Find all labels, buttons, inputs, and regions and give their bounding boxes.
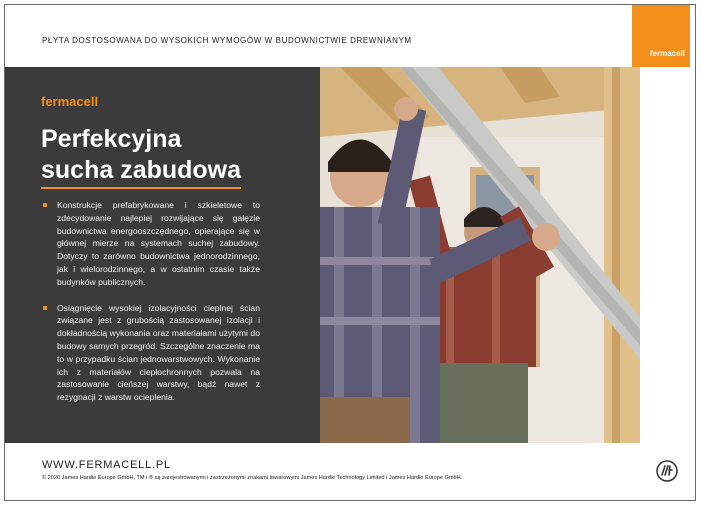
- construction-workers-photo: [320, 67, 640, 443]
- bullet-list: [43, 199, 260, 417]
- headline-line-1: Perfekcyjna: [41, 125, 182, 153]
- bullet-text: Osiągnięcie wysokiej izolacyjności cieplnej ścian związane jest z grubością zastosowanej izolacji i dokładnością wykonania oraz materiałami użytymi do budowy samych przegród. Szczególne znaczenie ma to w przypadku ścian jednowarstwowych. Wykonanie ich z materiałów ciepłochronnych pozwala na zastosowanie cieńszej warstwy, bądź nawet z rezygnacji z warstw ocieplenia.: [57, 302, 260, 403]
- header-title: PŁYTA DOSTOSOWANA DO WYSOKICH WYMOGÓW W BUDOWNICTWIE DREWNIANYM: [42, 36, 412, 45]
- corner-brand-logo: fermacell: [649, 49, 685, 58]
- page: [4, 4, 696, 501]
- bullet-square-icon: [43, 306, 47, 310]
- bullet-square-icon: [43, 203, 47, 207]
- panel-brand-logo: fermacell: [41, 94, 99, 109]
- headline-line-2: sucha zabudowa: [41, 155, 241, 189]
- text-panel: [5, 67, 320, 443]
- photo-illustration: [320, 67, 640, 443]
- headline: [41, 124, 241, 189]
- footer-website-url: WWW.FERMACELL.PL: [42, 459, 171, 471]
- bullet-item: [43, 302, 260, 404]
- james-hardie-logo-icon: [656, 460, 678, 482]
- footer-copyright: © 2020 James Hardie Europe GmbH, TM i ® są zarejestrowanymi i zastrzeżonymi znakami towarowymi James Hardie Technology Limited i James Hardie Europe GmbH.: [42, 475, 463, 481]
- bullet-item: [43, 199, 260, 289]
- brand-corner-tab: [632, 5, 690, 67]
- bullet-text: Konstrukcje prefabrykowane i szkieletowe to zdecydowanie najlepiej rozwijające się gałęzie budownictwa energooszczędnego, opierające się w głównej mierze na systemach suchej zabudowy. Dotyczy to zarówno budownictwa jednorodzinnego, jak i wielorodzinnego, a w ostatnim czasie także budynków publicznych.: [57, 200, 260, 287]
